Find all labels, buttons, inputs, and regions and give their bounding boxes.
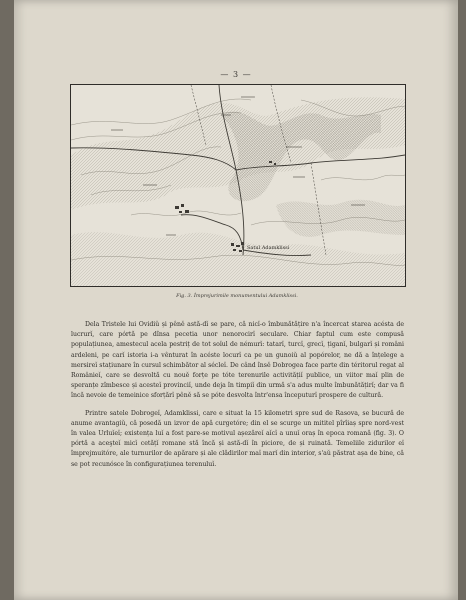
map-figure [70,84,406,287]
body-text [71,320,404,470]
paragraph: Dela Tristele lui Ovidiŭ și pênĕ astă-dĭ se pare, că nicĭ-o îmbunătățire n'a încercat starea acésta de lucrurĭ, care pórtă pe dînsa pecetia unor nenorocirĭ seculare. Chiar faptul cum este compusă populațiunea, amestecul acela pestriț de tot soĭul de némurĭ: tatarĭ, turcĭ, grecĭ, țiganĭ, bulgarĭ și români ardeleni, pe carĭ istoria i-a vênturat în acéste locurĭ ca pe un gunoiŭ al popórelor, ne dă a înțelege a mersireĭ stațiunare în cursul schimbător al sécleĭ. De când însĕ Dobrogea face parte din téritorul regat al Românieĭ, care se desvoltă cu nouĕ forțe pe tóte terenurile activitățiĭ publice, un viitor maĭ plin de speranțe zîmbesce și acesteĭ provinciĭ, unde deja în timpiĭ din urmă s'a adus multe îmbunătățirĭ; dar va fi încă nevoie de temeinice sforțărĭ pênĕ să se póte desvolta într'ensa începuturĭ prospere de cultură. [71,321,404,400]
map-label-satul-adamklissi: Satul Adamklissi [247,245,290,251]
book-page [14,0,458,600]
figure-caption: Fig. 3. Împrejurimile monumentului Adamklissi. [176,293,298,299]
page-number: — 3 — [220,70,252,79]
paragraph: Printre satele Dobrogeĭ, Adamklissi, care e situat la 15 kilometri spre sud de Rasova, se bucură de anume avantagiŭ, că posedă un izvor de apă curgetóre; din el se scurge un mititel pîrîiaș spre nord-vest în valea Urluĭeĭ; existența luĭ a fost pare-se motivul așezăreĭ aĭcĭ a unuĭ oraș în epoca romană (fig. 3). O pórtă a aceşteĭ micĭ cetățĭ romane stă încă și astă-dĭ în piciore, de și ruinată. Temeliile zidurilor eĭ împrejmuitóre, ale turnurilor de apărare și ale clădirilor maĭ marĭ din interior, s'aŭ păstrat așa de bine, că se pot recunósce în configurațiunea terenuluĭ. [71,409,404,468]
topographic-map [71,85,405,286]
